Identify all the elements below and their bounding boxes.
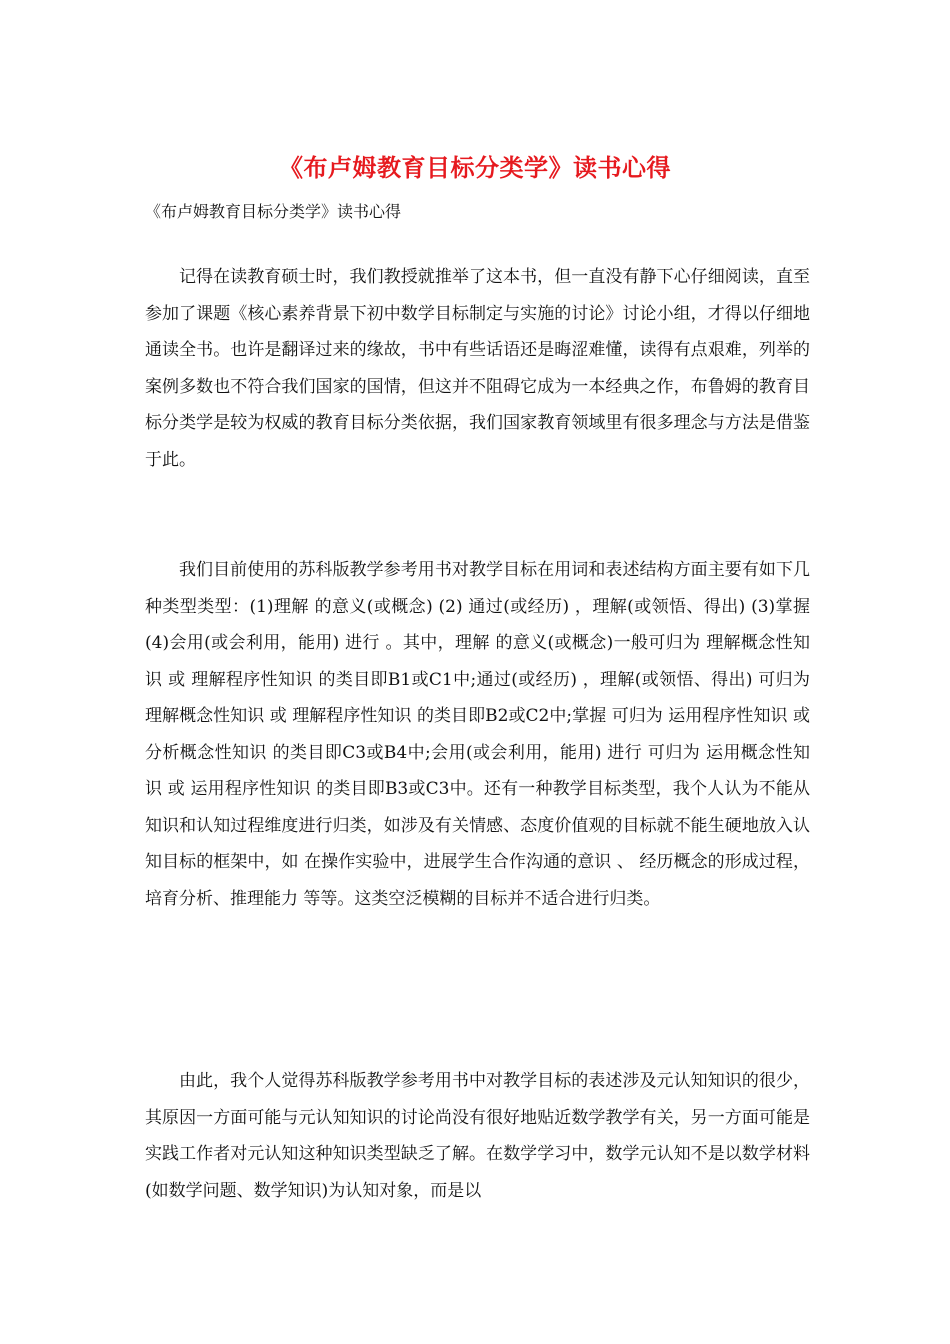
document-title: 《布卢姆教育目标分类学》读书心得 [279,153,671,182]
paragraph-3: 由此，我个人觉得苏科版教学参考用书中对教学目标的表述涉及元认知知识的很少，其原因一方面可能与元认知知识的讨论尚没有很好地贴近数学教学有关，另一方面可能是实践工作者对元认知这种知识类型缺乏了解。在数学学习中，数学元认知不是以数学材料(如数学问题、数学知识)为认知对象，而是以 [145,1071,810,1201]
paragraph-1: 记得在读教育硕士时，我们教授就推举了这本书，但一直没有静下心仔细阅读，直至参加了课题《核心素养背景下初中数学目标制定与实施的讨论》讨论小组，才得以仔细地通读全书。也许是翻译过来的缘故，书中有些话语还是晦涩难懂，读得有点艰难，列举的案例多数也不符合我们国家的国情，但这并不阻碍它成为一本经典之作，布鲁姆的教育目标分类学是较为权威的教育目标分类依据，我们国家教育领域里有很多理念与方法是借鉴于此。 [145,267,810,470]
document-subtitle: 《布卢姆教育目标分类学》读书心得 [145,202,402,221]
paragraph-2: 我们目前使用的苏科版教学参考用书对教学目标在用词和表述结构方面主要有如下几种类型类型：(1)理解 的意义(或概念) (2) 通过(或经历) ，理解(或领悟、得出) (3)掌握 (4)会用(或会利用，能用) 进行 。其中，理解 的意义(或概念)一般可归为 理解概念性知识 或 理解程序性知识 的类目即B1或C1中;通过(或经历) ，理解(或领悟、得出) 可归为 理解概念性知识 或 理解程序性知识 的类目即B2或C2中;掌握 可归为 运用程序性知识 或 分析概念性知识 的类目即C3或B4中;会用(或会利用，能用) 进行 可归为 运用概念性知识 或 运用程序性知识 的类目即B3或C3中。还有一种教学目标类型，我个人认为不能从知识和认知过程维度进行归类，如涉及有关情感、态度价值观的目标就不能生硬地放入认知目标的框架中，如 在操作实验中，进展学生合作沟通的意识 、 经历概念的形成过程，培育分析、推理能力 等等。这类空泛模糊的目标并不适合进行归类。 [145,560,811,909]
